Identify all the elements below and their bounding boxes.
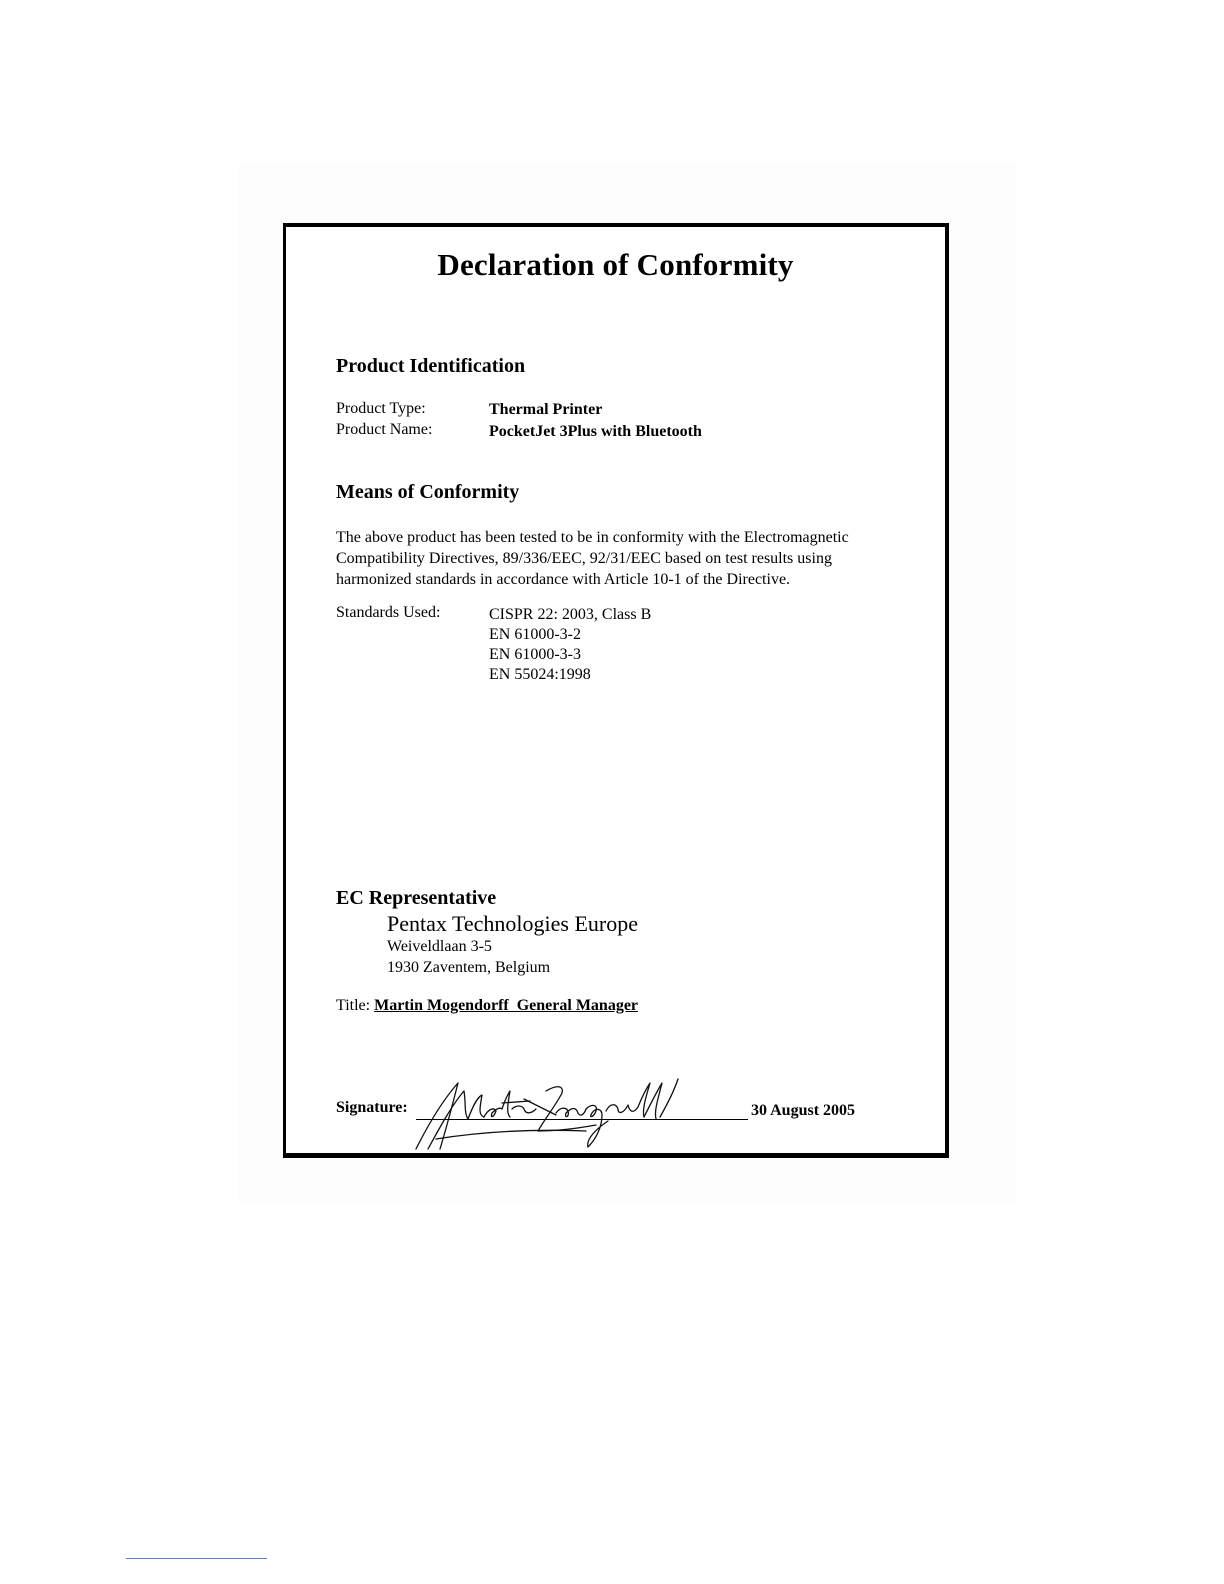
ec-representative-company: Pentax Technologies Europe xyxy=(387,911,638,936)
product-type-label: Product Type: xyxy=(336,400,426,417)
footnote-separator xyxy=(126,1558,267,1559)
standards-used-label: Standards Used: xyxy=(336,604,441,621)
signature-label: Signature: xyxy=(336,1099,408,1116)
product-name-value: PocketJet 3Plus with Bluetooth xyxy=(489,423,702,440)
ec-representative-address-line1: Weiveldlaan 3-5 xyxy=(387,938,492,955)
signature-date: 30 August 2005 xyxy=(751,1102,856,1119)
handwritten-signature xyxy=(406,1073,696,1153)
conformity-statement: The above product has been tested to be in conformity with the Electromagnetic Compatibility Directives, 89/336/EEC, 92/31/EEC based on test results using harmonized standards in accordance with Article 10-1 of the Directive. xyxy=(336,529,849,588)
document-title: Declaration of Conformity xyxy=(437,247,794,282)
product-identification-heading: Product Identification xyxy=(336,355,526,377)
standard-item: EN 61000-3-3 xyxy=(489,646,581,663)
standards-list xyxy=(489,605,651,685)
ec-representative-address-line2: 1930 Zaventem, Belgium xyxy=(387,959,551,976)
signatory-title xyxy=(336,997,638,1015)
signatory-title-value: Martin Mogendorff General Manager xyxy=(374,997,639,1014)
product-name-label: Product Name: xyxy=(336,421,433,438)
standard-item: CISPR 22: 2003, Class B xyxy=(489,606,652,623)
signatory-title-label: Title: xyxy=(336,997,371,1014)
means-of-conformity-heading: Means of Conformity xyxy=(336,481,520,503)
product-type-value: Thermal Printer xyxy=(489,401,603,418)
standard-item: EN 55024:1998 xyxy=(489,666,591,683)
ec-representative-heading: EC Representative xyxy=(336,887,497,909)
declaration-frame xyxy=(283,223,949,1158)
standard-item: EN 61000-3-2 xyxy=(489,626,581,643)
